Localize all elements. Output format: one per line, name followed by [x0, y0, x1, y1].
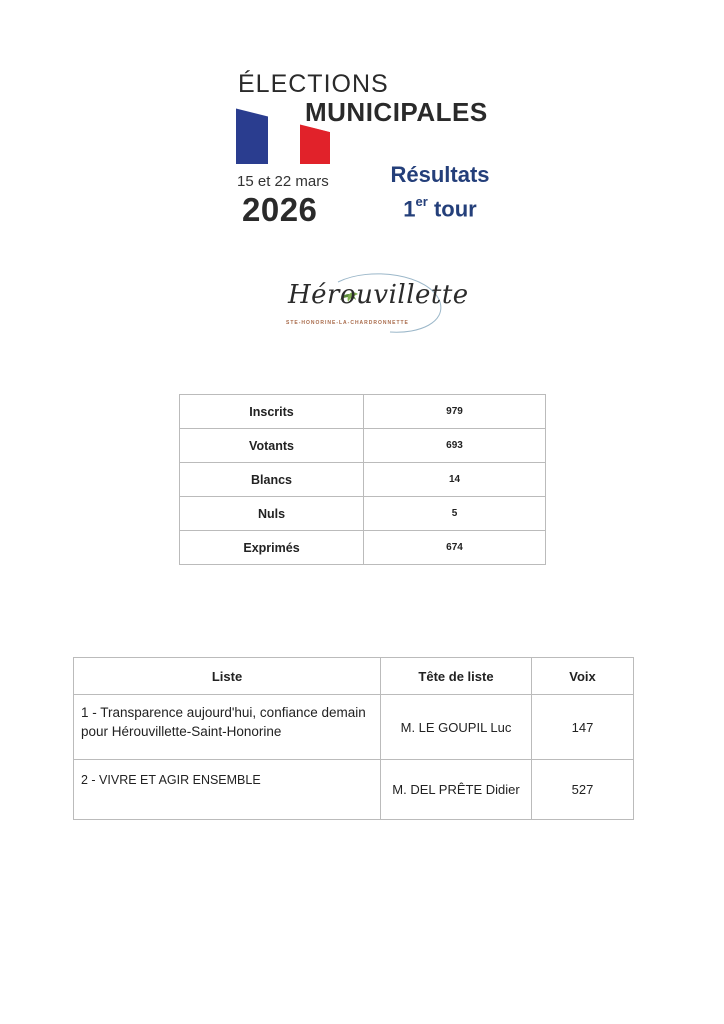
stat-label: Blancs [180, 463, 364, 497]
round-suffix: er [415, 194, 428, 209]
stat-label: Nuls [180, 497, 364, 531]
stat-value: 674 [364, 531, 546, 565]
column-header-list: Liste [74, 658, 381, 695]
election-dates: 15 et 22 mars [237, 173, 329, 190]
results-table [73, 657, 634, 820]
stat-label: Votants [180, 429, 364, 463]
table-row [180, 531, 546, 565]
table-row [74, 760, 634, 820]
election-year: 2026 [242, 191, 318, 228]
column-header-head: Tête de liste [381, 658, 532, 695]
table-header-row [74, 658, 634, 695]
list-name: 1 - Transparence aujourd'hui, confiance demain pour Hérouvillette-Saint-Honorine [74, 695, 381, 760]
results-title: Résultats [390, 162, 490, 187]
round-label [380, 196, 500, 222]
municipality-name: Hérouvillette [288, 280, 469, 310]
stat-value: 693 [364, 429, 546, 463]
list-head: M. DEL PRÊTE Didier [381, 760, 532, 820]
list-votes: 147 [532, 695, 634, 760]
turnout-table [179, 394, 546, 565]
municipality-logo [280, 272, 469, 340]
list-head: M. LE GOUPIL Luc [381, 695, 532, 760]
table-row [74, 695, 634, 760]
round-number: 1 [403, 196, 416, 222]
elections-title-line2: MUNICIPALES [305, 97, 488, 127]
list-votes: 527 [532, 760, 634, 820]
table-row [180, 429, 546, 463]
list-name: 2 - VIVRE ET AGIR ENSEMBLE [74, 760, 381, 820]
stat-label: Exprimés [180, 531, 364, 565]
stat-value: 979 [364, 395, 546, 429]
round-word: tour [433, 196, 477, 222]
stat-value: 14 [364, 463, 546, 497]
table-row [180, 463, 546, 497]
column-header-votes: Voix [532, 658, 634, 695]
stat-label: Inscrits [180, 395, 364, 429]
table-row [180, 497, 546, 531]
table-row [180, 395, 546, 429]
elections-title-line1: ÉLECTIONS [238, 70, 389, 98]
municipality-subtitle: STE-HONORINE-LA-CHARDRONNETTE [286, 320, 409, 326]
stat-value: 5 [364, 497, 546, 531]
